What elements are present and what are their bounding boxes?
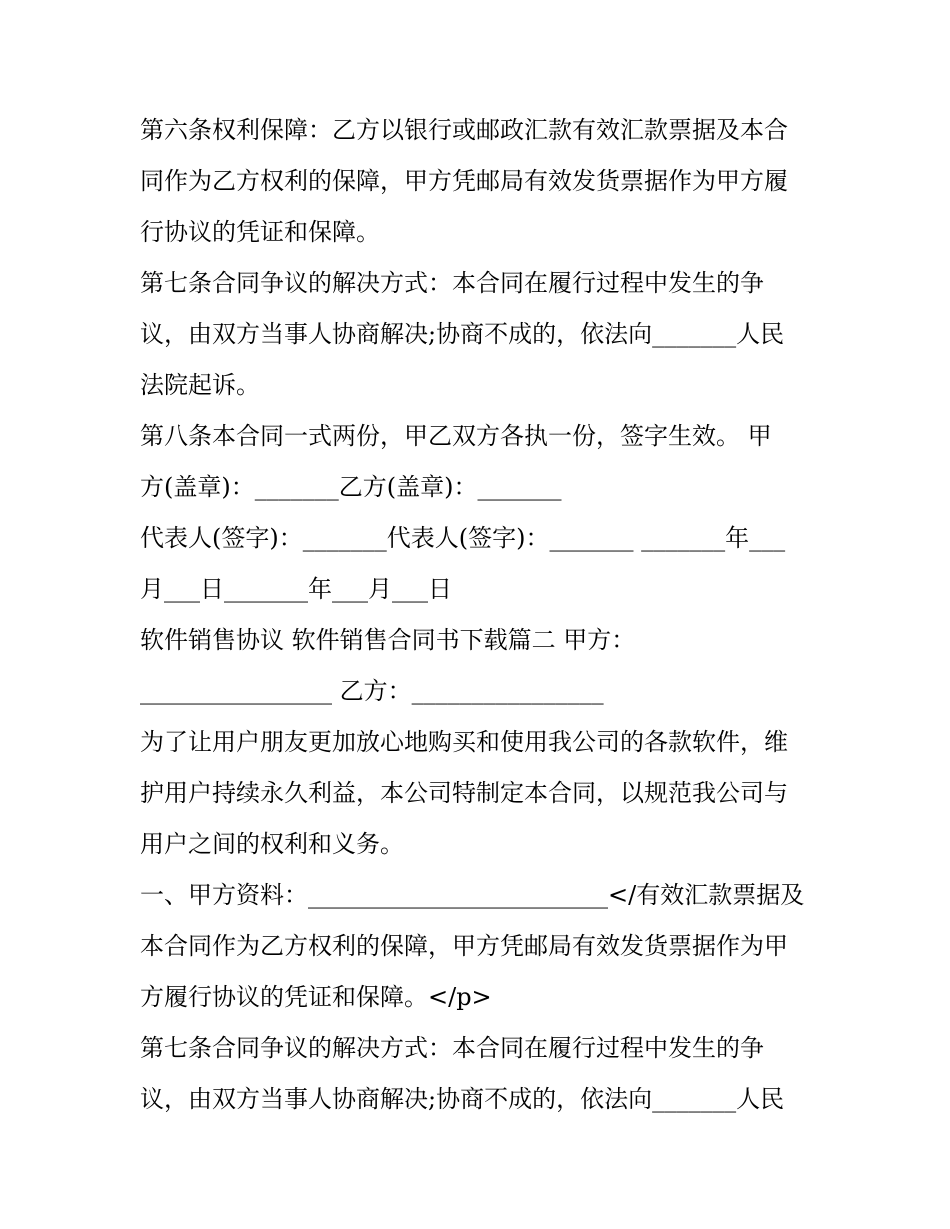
text-line: 为了让用户朋友更加放心地购买和使用我公司的各款软件，维 xyxy=(140,728,788,756)
text-line: 月___日_______年___月___日 xyxy=(140,575,452,603)
text-line: 本合同作为乙方权利的保障，甲方凭邮局有效发货票据作为甲 xyxy=(140,932,788,960)
text-line: 第七条合同争议的解决方式：本合同在履行过程中发生的争 xyxy=(140,1034,764,1062)
text-line: 一、甲方资料：_________________________</有效汇款票据及 xyxy=(140,881,805,909)
text-line: 行协议的凭证和保障。 xyxy=(140,218,380,246)
text-line: 议，由双方当事人协商解决;协商不成的，依法向_______人民 xyxy=(140,1085,785,1113)
text-line: 第七条合同争议的解决方式：本合同在履行过程中发生的争 xyxy=(140,269,764,297)
text-line: 同作为乙方权利的保障，甲方凭邮局有效发货票据作为甲方履 xyxy=(140,167,788,195)
document-body xyxy=(140,105,820,1125)
text-line: 议，由双方当事人协商解决;协商不成的，依法向_______人民 xyxy=(140,320,785,348)
text-line: 软件销售协议 软件销售合同书下载篇二 甲方： xyxy=(140,626,636,654)
text-line: 用户之间的权利和义务。 xyxy=(140,830,404,858)
text-line: 法院起诉。 xyxy=(140,371,260,399)
text-line: 护用户持续永久利益，本公司特制定本合同，以规范我公司与 xyxy=(140,779,788,807)
text-line: ________________ 乙方：________________ xyxy=(140,677,604,705)
text-line: 方履行协议的凭证和保障。</p> xyxy=(140,983,492,1011)
text-line: 代表人(签字)：_______代表人(签字)：_______ _______年___ xyxy=(140,524,786,552)
text-line: 第六条权利保障：乙方以银行或邮政汇款有效汇款票据及本合 xyxy=(140,116,788,144)
text-line: 方(盖章)：_______乙方(盖章)：_______ xyxy=(140,473,562,501)
text-line: 第八条本合同一式两份，甲乙双方各执一份，签字生效。 甲 xyxy=(140,422,772,450)
